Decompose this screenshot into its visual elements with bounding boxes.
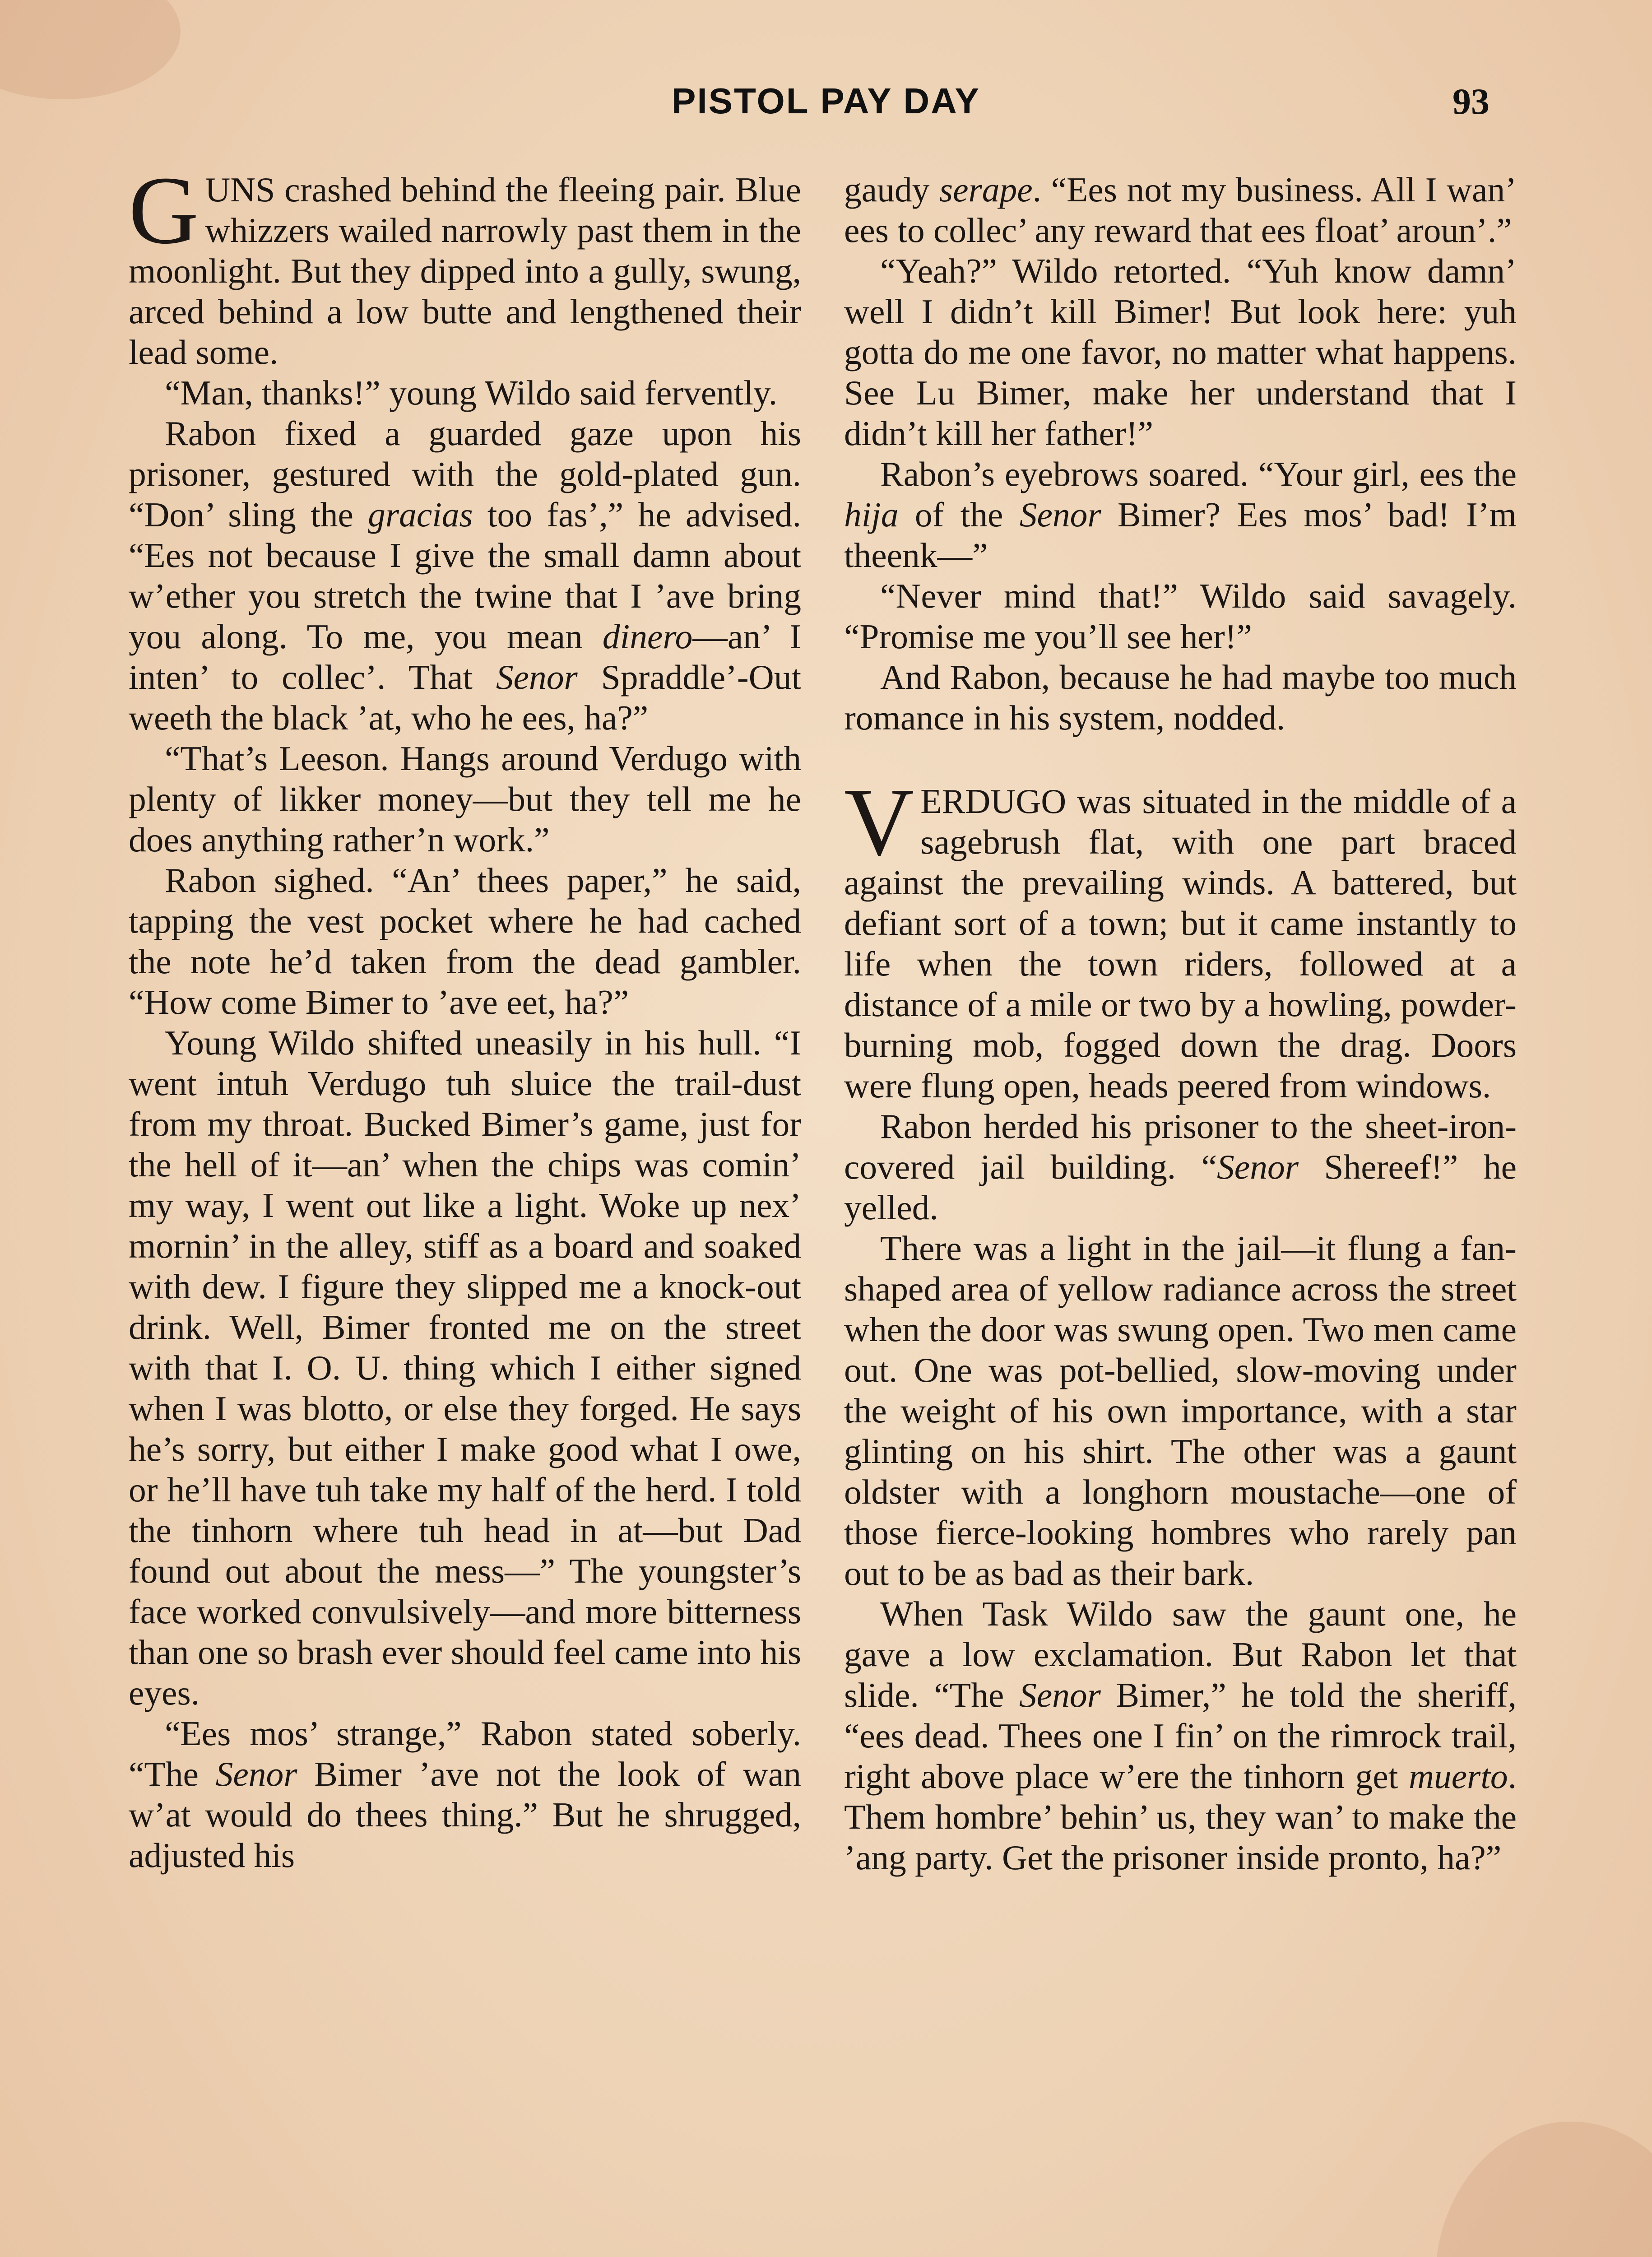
paragraph-text: “Ees mos’ strange,” Rabon stated soberly. “The: [129, 1714, 801, 1793]
paper-stain: [1435, 2122, 1652, 2257]
paragraph-text: ERDUGO was situated in the middle of a sagebrush flat, with one part braced against the prevailing winds. A battered, but defiant sort of a town; but it came instantly to life when the town riders, followed at a distance of a mile or two by a howling, powder-burning mob, fogged down the drag. Doors were flung open, heads peered from windows.: [844, 782, 1517, 1105]
paragraph: [844, 768, 1517, 1106]
italic-word: Senor: [1019, 495, 1101, 534]
paragraph-text: And Rabon, because he had maybe too much romance in his system, nodded.: [844, 658, 1517, 737]
italic-word: muerto: [1409, 1757, 1508, 1796]
running-title: PISTOL PAY DAY: [672, 81, 980, 121]
italic-word: Senor: [215, 1755, 297, 1793]
paragraph: [844, 251, 1517, 454]
paragraph: [844, 1228, 1517, 1593]
paragraph-text: too fas’,” he advised. “Ees not because I give the small damn about w’ether you stretch the twine that I ’ave bring you along. To me, you mean: [129, 495, 801, 656]
paragraph: [129, 1022, 801, 1713]
paragraph: [844, 454, 1517, 576]
drop-cap: G: [129, 156, 199, 264]
paragraph-text: Rabon sighed. “An’ thees paper,” he said, tapping the vest pocket where he had cached the note he’d taken from the dead gambler. “How come Bimer to ’ave eet, ha?”: [129, 861, 801, 1022]
paragraph-text: gaudy: [844, 170, 939, 209]
paragraph-text: UNS crashed behind the fleeing pair. Blue whizzers wailed narrowly past them in the moonlight. But they dipped into a gully, swung, arced behind a low butte and lengthened their lead some.: [129, 170, 801, 372]
italic-word: dinero: [602, 617, 693, 656]
paragraph-text: . Them hombre’ behin’ us, they wan’ to make the ’ang party. Get the prisoner inside pronto, ha?”: [844, 1757, 1517, 1877]
paragraph-text: Rabon’s eyebrows soared. “Your girl, ees the: [880, 455, 1517, 493]
text-column-right: [844, 169, 1517, 1878]
drop-cap: V: [844, 768, 914, 876]
italic-word: Senor: [496, 658, 578, 697]
italic-word: gracias: [368, 495, 473, 534]
paragraph: [129, 1713, 801, 1876]
paragraph-text: . “Ees not my business. All I wan’ ees to collec’ any reward that ees float’ aroun’.”: [844, 170, 1517, 250]
italic-word: Senor: [1019, 1676, 1101, 1714]
paragraph-text: “Yeah?” Wildo retorted. “Yuh know damn’ well I didn’t kill Bimer! But look here: yuh gotta do me one favor, no matter what happens. See Lu Bimer, make her understand that I didn’t kill her father!”: [844, 251, 1517, 453]
paragraph: [129, 372, 801, 413]
paragraph-text: Spraddle’-Out weeth the black ’at, who he ees, ha?”: [129, 658, 801, 737]
paragraph-text: Shereef!” he yelled.: [844, 1147, 1517, 1227]
paragraph: [844, 576, 1517, 657]
paragraph-text: Bimer ’ave not the look of wan w’at would do thees thing.” But he shrugged, adjusted his: [129, 1755, 801, 1875]
paragraph-text: Young Wildo shifted uneasily in his hull. “I went intuh Verdugo tuh sluice the trail-dust from my throat. Bucked Bimer’s game, just for the hell of it—an’ when the chips was comin’ my way, I went out like a light. Woke up nex’ mornin’ in the alley, stiff as a board and soaked with dew. I figure they slipped me a knock-out drink. Well, Bimer fronted me on the street with that I. O. U. thing which I either signed when I was blotto, or else they forged. He says he’s sorry, but either I make good what I owe, or he’ll have tuh take my half of the herd. I told the tinhorn where tuh head in at—but Dad found out about the mess—” The youngster’s face worked convulsively—and more bitterness than one so brash ever should feel came into his eyes.: [129, 1023, 801, 1712]
paragraph-text: “That’s Leeson. Hangs around Verdugo with plenty of likker money—but they tell me he does anything rather’n work.”: [129, 739, 801, 859]
paragraph: [129, 738, 801, 860]
paragraph: [129, 156, 801, 372]
paragraph-text: Bimer,” he told the sheriff, “ees dead. Thees one I fin’ on the rimrock trail, right above place w’ere the tinhorn get: [844, 1676, 1517, 1796]
paragraph: [129, 860, 801, 1022]
paragraph: [844, 657, 1517, 738]
paragraph: [129, 413, 801, 738]
paragraph-text: Bimer? Ees mos’ bad! I’m theenk—”: [844, 495, 1517, 575]
paragraph: [844, 169, 1517, 251]
paragraph: [844, 1593, 1517, 1878]
italic-word: hija: [844, 495, 899, 534]
text-column-left: [129, 156, 802, 1876]
italic-word: Senor: [1217, 1147, 1299, 1186]
page-header: [126, 80, 1526, 130]
paragraph-text: of the: [898, 495, 1020, 534]
paragraph-text: Rabon fixed a guarded gaze upon his prisoner, gestured with the gold-plated gun. “Don’ sling the: [129, 414, 801, 534]
paragraph-text: “Never mind that!” Wildo said savagely. “Promise me you’ll see her!”: [844, 576, 1517, 656]
page-number: 93: [1452, 81, 1490, 122]
paragraph-text: When Task Wildo saw the gaunt one, he gave a low exclamation. But Rabon let that slide. “The: [844, 1594, 1517, 1714]
paragraph-text: —an’ I inten’ to collec’. That: [129, 617, 802, 697]
italic-word: serape: [939, 170, 1033, 209]
paragraph: [844, 1106, 1517, 1228]
paragraph-text: There was a light in the jail—it flung a fan-shaped area of yellow radiance across the street when the door was swung open. Two men came out. One was pot-bellied, slow-moving under the weight of his own importance, with a star glinting on his shirt. The other was a gaunt oldster with a longhorn moustache—one of those fierce-looking hombres who rarely pan out to be as bad as their bark.: [844, 1229, 1517, 1593]
paragraph-text: Rabon herded his prisoner to the sheet-iron-covered jail building. “: [844, 1107, 1517, 1186]
paragraph-text: “Man, thanks!” young Wildo said fervently.: [165, 373, 778, 412]
